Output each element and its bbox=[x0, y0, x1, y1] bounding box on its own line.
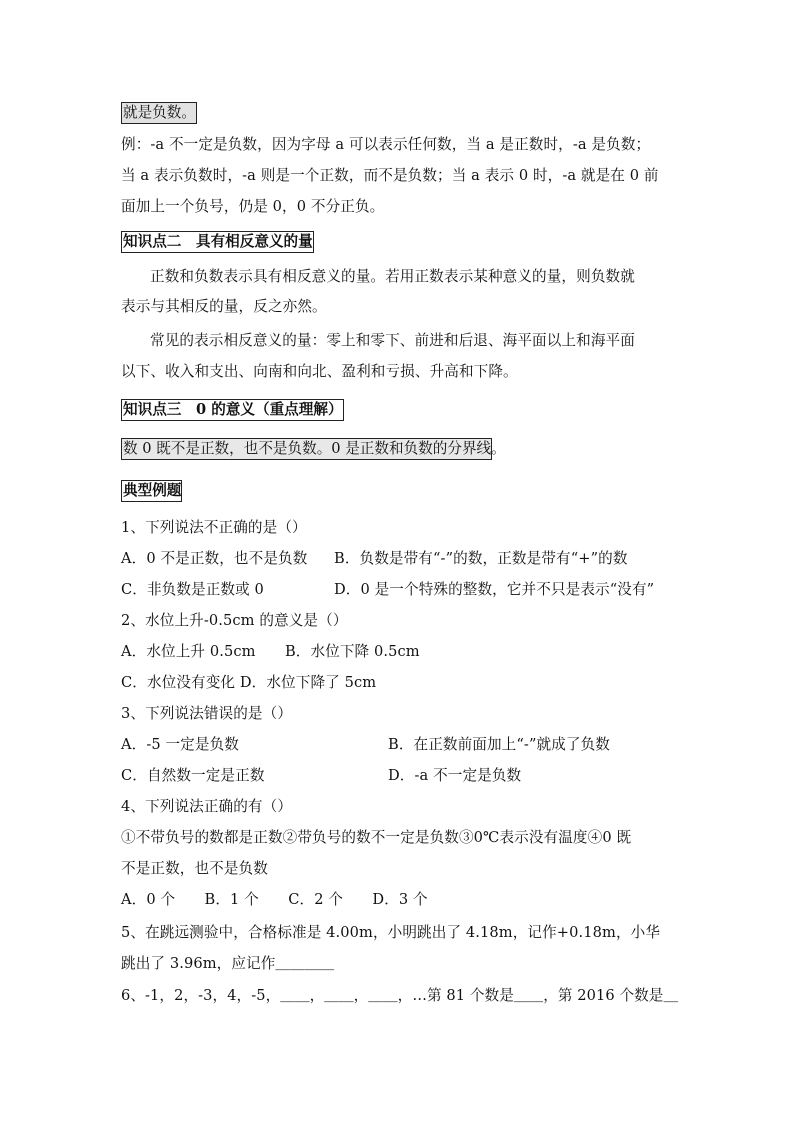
q1-stem: 1、下列说法不正确的是（） bbox=[121, 519, 307, 536]
q5-line1: 5、在跳远测验中，合格标准是 4.00m，小明跳出了 4.18m，记作+0.18m，小华 bbox=[121, 924, 661, 941]
q6-line1: 6、-1，2，-3，4，-5，＿＿，＿＿，＿＿，…第 81 个数是＿＿，第 2016 个数是＿ bbox=[121, 987, 679, 1004]
q1-option-d: D．0 是一个特殊的整数，它并不只是表示“没有” bbox=[334, 581, 655, 598]
q3-option-a: A．-5 一定是负数 bbox=[121, 736, 239, 753]
q3-option-c: C．自然数一定是正数 bbox=[121, 767, 265, 784]
q4-options: A．0 个 B．1 个 C．2 个 D．3 个 bbox=[121, 891, 428, 908]
q3-option-d: D．-a 不一定是负数 bbox=[388, 767, 522, 784]
q1-option-a: A．0 不是正数，也不是负数 bbox=[121, 550, 308, 567]
example-line-1: 例：-a 不一定是负数，因为字母 a 可以表示任何数，当 a 是正数时，-a 是负数； bbox=[121, 136, 651, 153]
kp2-para2-line1: 常见的表示相反意义的量：零上和零下、前进和后退、海平面以上和海平面 bbox=[150, 332, 635, 349]
q4-statements-line2: 不是正数，也不是负数 bbox=[121, 860, 268, 877]
boxed-continuation: 就是负数。 bbox=[121, 102, 197, 124]
q2-options-cd: C．水位没有变化 D．水位下降了 5cm bbox=[121, 674, 377, 691]
kp3-trailing-period: 。 bbox=[491, 440, 506, 457]
examples-heading: 典型例题 bbox=[121, 480, 182, 502]
q3-stem: 3、下列说法错误的是（） bbox=[121, 705, 293, 722]
kp2-para2-line2: 以下、收入和支出、向南和向北、盈利和亏损、升高和下降。 bbox=[121, 363, 518, 380]
q1-option-b: B．负数是带有“-”的数，正数是带有“+”的数 bbox=[334, 550, 628, 567]
q1-option-c: C．非负数是正数或 0 bbox=[121, 581, 264, 598]
kp3-definition-box: 数 0 既不是正数，也不是负数。0 是正数和负数的分界线 。 bbox=[121, 438, 492, 460]
kp2-para1-line1: 正数和负数表示具有相反意义的量。若用正数表示某种意义的量，则负数就 bbox=[150, 268, 635, 285]
example-line-3: 面加上一个负号，仍是 0，0 不分正负。 bbox=[121, 198, 385, 215]
kp2-heading: 知识点二 具有相反意义的量 bbox=[121, 231, 314, 253]
kp2-para1-line2: 表示与其相反的量，反之亦然。 bbox=[121, 298, 327, 315]
kp3-heading: 知识点三 0 的意义（重点理解） bbox=[121, 399, 344, 421]
q4-statements-line1: ①不带负号的数都是正数②带负号的数不一定是负数③0℃表示没有温度④0 既 bbox=[121, 829, 632, 846]
example-line-2: 当 a 表示负数时，-a 则是一个正数，而不是负数；当 a 表示 0 时，-a 就是在 0 前 bbox=[121, 167, 659, 184]
q2-stem: 2、水位上升-0.5cm 的意义是（） bbox=[121, 612, 348, 629]
q4-stem: 4、下列说法正确的有（） bbox=[121, 798, 293, 815]
q3-option-b: B．在正数前面加上“-”就成了负数 bbox=[388, 736, 610, 753]
q5-line2: 跳出了 3.96m，应记作＿＿＿＿ bbox=[121, 955, 335, 972]
q2-options-ab: A．水位上升 0.5cm B．水位下降 0.5cm bbox=[121, 643, 420, 660]
